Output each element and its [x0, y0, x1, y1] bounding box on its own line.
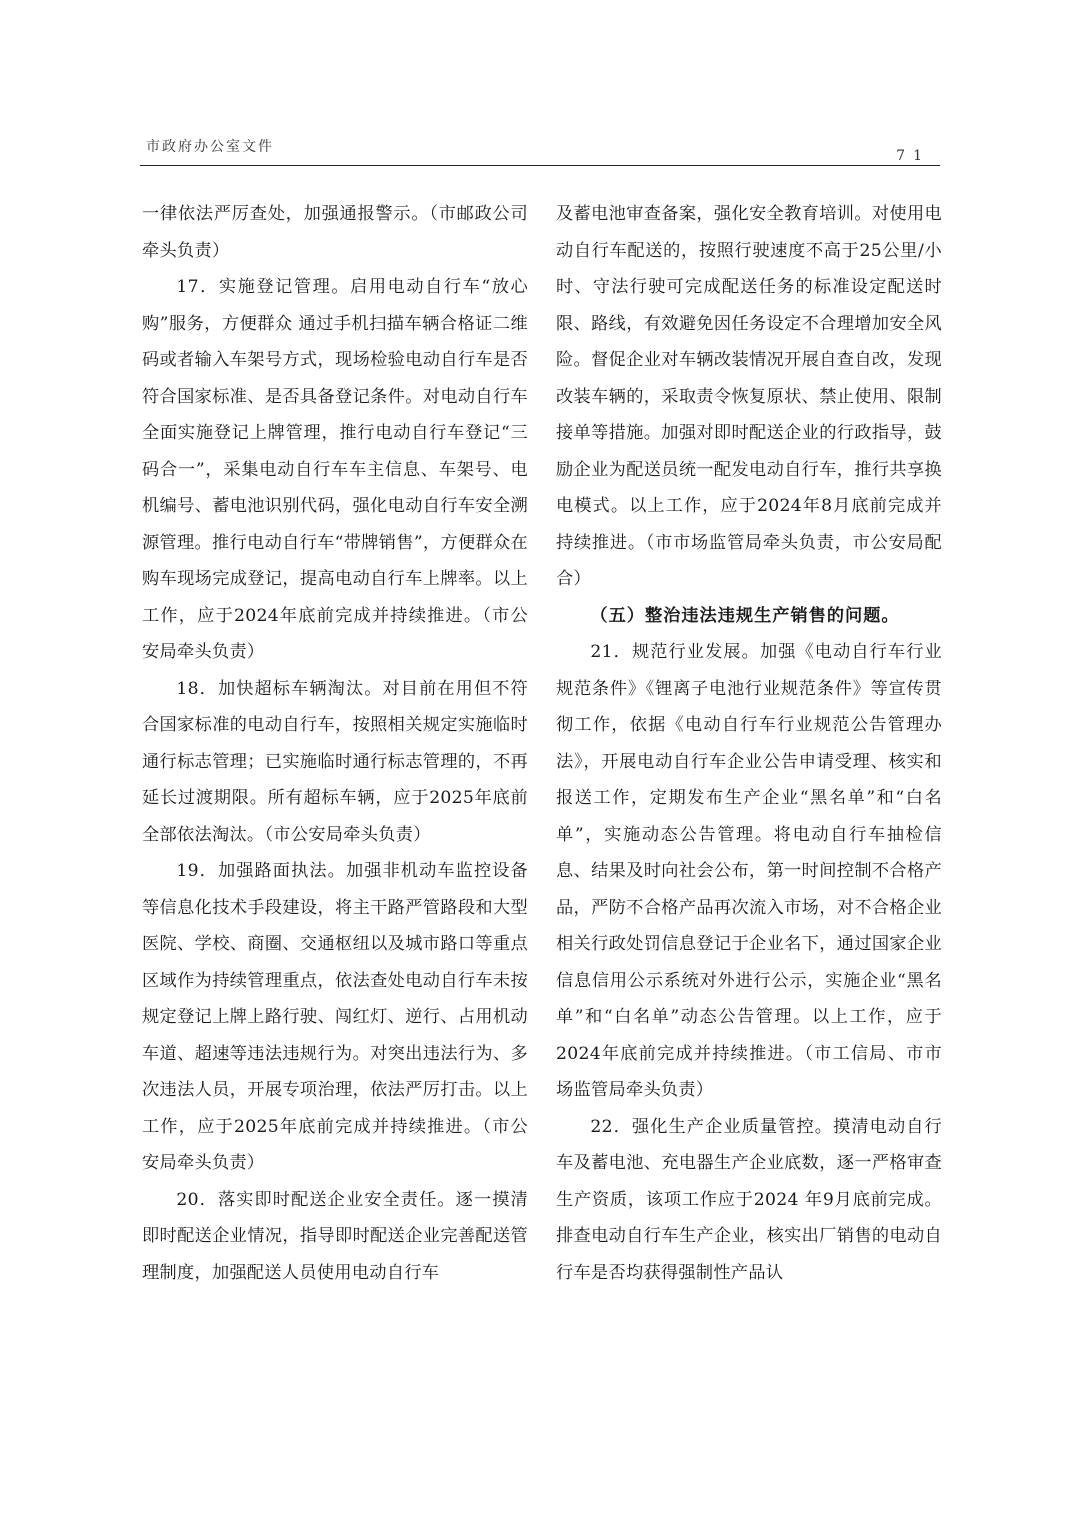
page-number: 71 [896, 148, 930, 164]
paragraph-item-22: 22．强化生产企业质量管控。摸清电动自行车及蓄电池、充电器生产企业底数，逐一严格审查生产资质，该项工作应于2024 年9月底前完成。排查电动自行车生产企业，核实出厂销售的电动自行车是否均获得强制性产品认 [556, 1116, 942, 1283]
header-title: 市政府办公室文件 [146, 139, 274, 155]
left-column [142, 196, 528, 1291]
page-header [140, 128, 940, 166]
paragraph-item-17: 17．实施登记管理。启用电动自行车“放心购”服务，方便群众 通过手机扫描车辆合格证二维码或者输入车架号方式，现场检验电动自行车是否符合国家标准、是否具备登记条件。对电动自行车全面实施登记上牌管理，推行电动自行车登记“三码合一”，采集电动自行车车主信息、车架号、电机编号、蓄电池识别代码，强化电动自行车安全溯源管理。推行电动自行车“带牌销售”，方便群众在购车现场完成登记，提高电动自行车上牌率。以上工作，应于2024年底前完成并持续推进。（市公安局牵头负责） [142, 277, 528, 662]
paragraph-item-18: 18．加快超标车辆淘汰。对目前在用但不符合国家标准的电动自行车，按照相关规定实施临时通行标志管理；已实施临时通行标志管理的，不再延长过渡期限。所有超标车辆，应于2025年底前全部依法淘汰。（市公安局牵头负责） [142, 678, 528, 845]
paragraph-continuation: 一律依法严厉查处，加强通报警示。（市邮政公司牵头负责） [142, 204, 528, 261]
header-divider [140, 165, 940, 166]
paragraph-item-19: 19．加强路面执法。加强非机动车监控设备等信息化技术手段建设，将主干路严管路段和大型医院、学校、商圈、交通枢纽以及城市路口等重点区域作为持续管理重点，依法查处电动自行车未按规定登记上牌上路行驶、闯红灯、逆行、占用机动车道、超速等违法违规行为。对突出违法行为、多次违法人员，开展专项治理，依法严厉打击。以上工作，应于2025年底前完成并持续推进。（市公安局牵头负责） [142, 861, 528, 1173]
paragraph-continuation: 及蓄电池审查备案，强化安全教育培训。对使用电动自行车配送的，按照行驶速度不高于25公里/小时、守法行驶可完成配送任务的标准设定配送时限、路线，有效避免因任务设定不合理增加安全风险。督促企业对车辆改装情况开展自查自改，发现改装车辆的，采取责令恢复原状、禁止使用、限制接单等措施。加强对即时配送企业的行政指导，鼓励企业为配送员统一配发电动自行车，推行共享换电模式。以上工作，应于2024年8月底前完成并持续推进。（市市场监管局牵头负责，市公安局配合） [556, 204, 942, 589]
section-heading: （五）整治违法违规生产销售的问题。 [590, 605, 900, 626]
right-column [556, 196, 942, 1291]
paragraph-item-21: 21．规范行业发展。加强《电动自行车行业规范条件》《锂离子电池行业规范条件》等宣传贯彻工作，依据《电动自行车行业规范公告管理办法》，开展电动自行车企业公告申请受理、核实和报送工作，定期发布生产企业“黑名单”和“白名单”，实施动态公告管理。将电动自行车抽检信息、结果及时向社会公布，第一时间控制不合格产品，严防不合格产品再次流入市场，对不合格企业相关行政处罚信息登记于企业名下，通过国家企业信息信用公示系统对外进行公示，实施企业“黑名单”和“白名单”动态公告管理。以上工作，应于2024年底前完成并持续推进。（市工信局、市市场监管局牵头负责） [556, 642, 942, 1100]
paragraph-item-20: 20．落实即时配送企业安全责任。逐一摸清即时配送企业情况，指导即时配送企业完善配送管理制度，加强配送人员使用电动自行车 [142, 1189, 528, 1283]
